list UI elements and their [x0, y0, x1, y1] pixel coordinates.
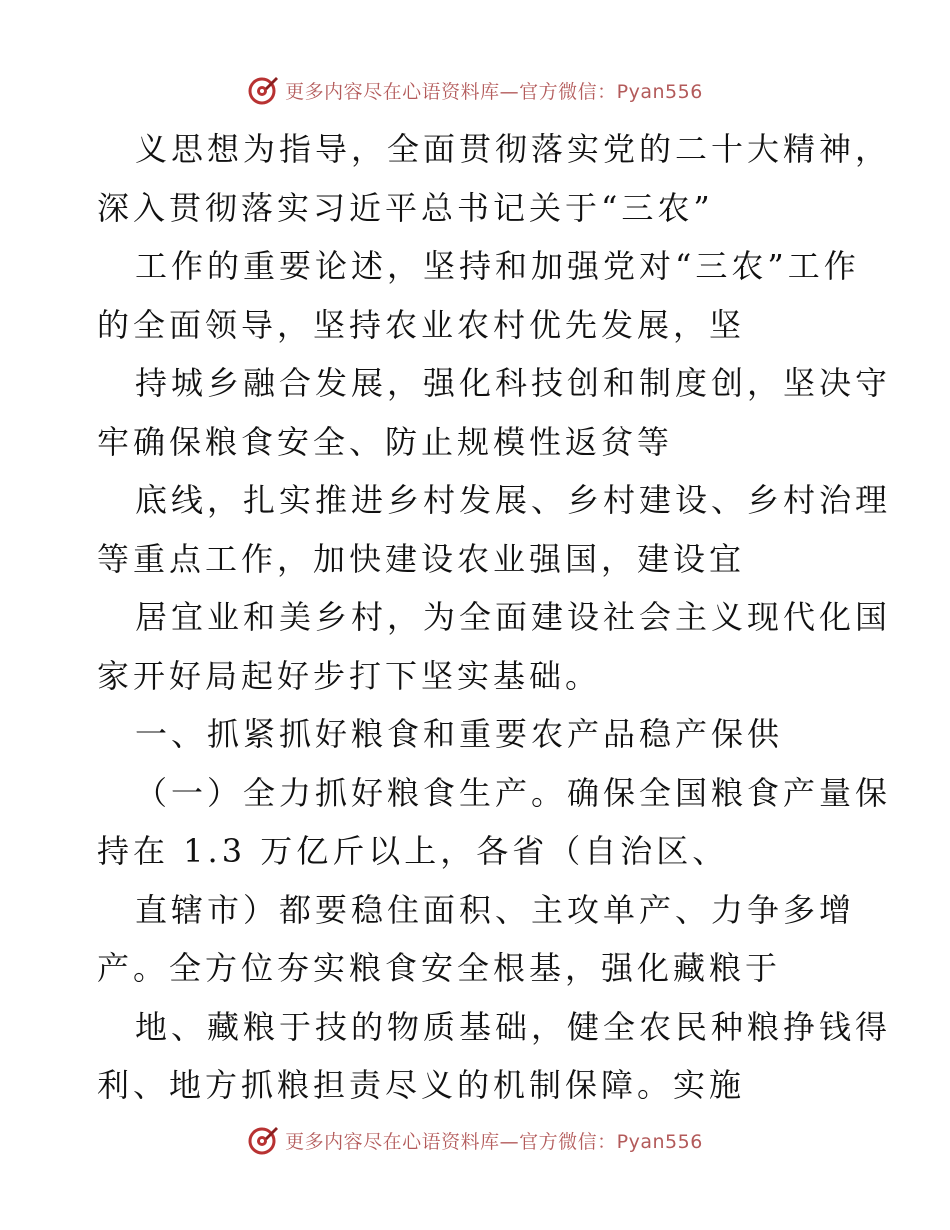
text-line: 等重点工作，加快建设农业强国，建设宜 — [97, 539, 746, 578]
text-line: （一）全力抓好粮食生产。确保全国粮食产量保 — [135, 773, 892, 812]
document-body — [97, 120, 892, 1115]
text-line: 居宜业和美乡村，为全面建设社会主义现代化国 — [135, 598, 892, 636]
text-line: 持在 1.3 万亿斤以上，各省（自治区、 — [97, 832, 729, 870]
text-line: 深入贯彻落实习近平总书记关于“三农” — [97, 188, 714, 227]
text-line: 持城乡融合发展，强化科技创和制度创，坚决守 — [135, 364, 892, 402]
header-watermark — [0, 72, 950, 108]
footer-watermark — [0, 1122, 950, 1158]
text-line: 直辖市）都要稳住面积、主攻单产、力争多增 — [135, 890, 856, 929]
text-line: 的全面领导，坚持农业农村优先发展，坚 — [97, 305, 746, 344]
text-line: 利、地方抓粮担责尽义的机制保障。实施 — [97, 1066, 746, 1104]
brush-logo-icon — [247, 1124, 279, 1156]
brush-logo-icon — [247, 74, 279, 106]
text-line: 一、抓紧抓好粮食和重要农产品稳产保供 — [135, 715, 784, 753]
text-line: 家开好局起好步打下坚实基础。 — [97, 656, 602, 695]
text-line: 工作的重要论述，坚持和加强党对“三农”工作 — [135, 247, 860, 285]
text-line: 产。全方位夯实粮食安全根基，强化藏粮于 — [97, 949, 782, 987]
watermark-text: 更多内容尽在心语资料库—官方微信：Pyan556 — [285, 80, 703, 103]
text-line: 地、藏粮于技的物质基础，健全农民种粮挣钱得 — [135, 1007, 892, 1046]
text-line: 义思想为指导，全面贯彻落实党的二十大精神， — [135, 130, 892, 168]
watermark-text: 更多内容尽在心语资料库—官方微信：Pyan556 — [285, 1130, 703, 1153]
text-line: 底线，扎实推进乡村发展、乡村建设、乡村治理 — [135, 481, 892, 519]
text-line: 牢确保粮食安全、防止规模性返贫等 — [97, 422, 674, 461]
